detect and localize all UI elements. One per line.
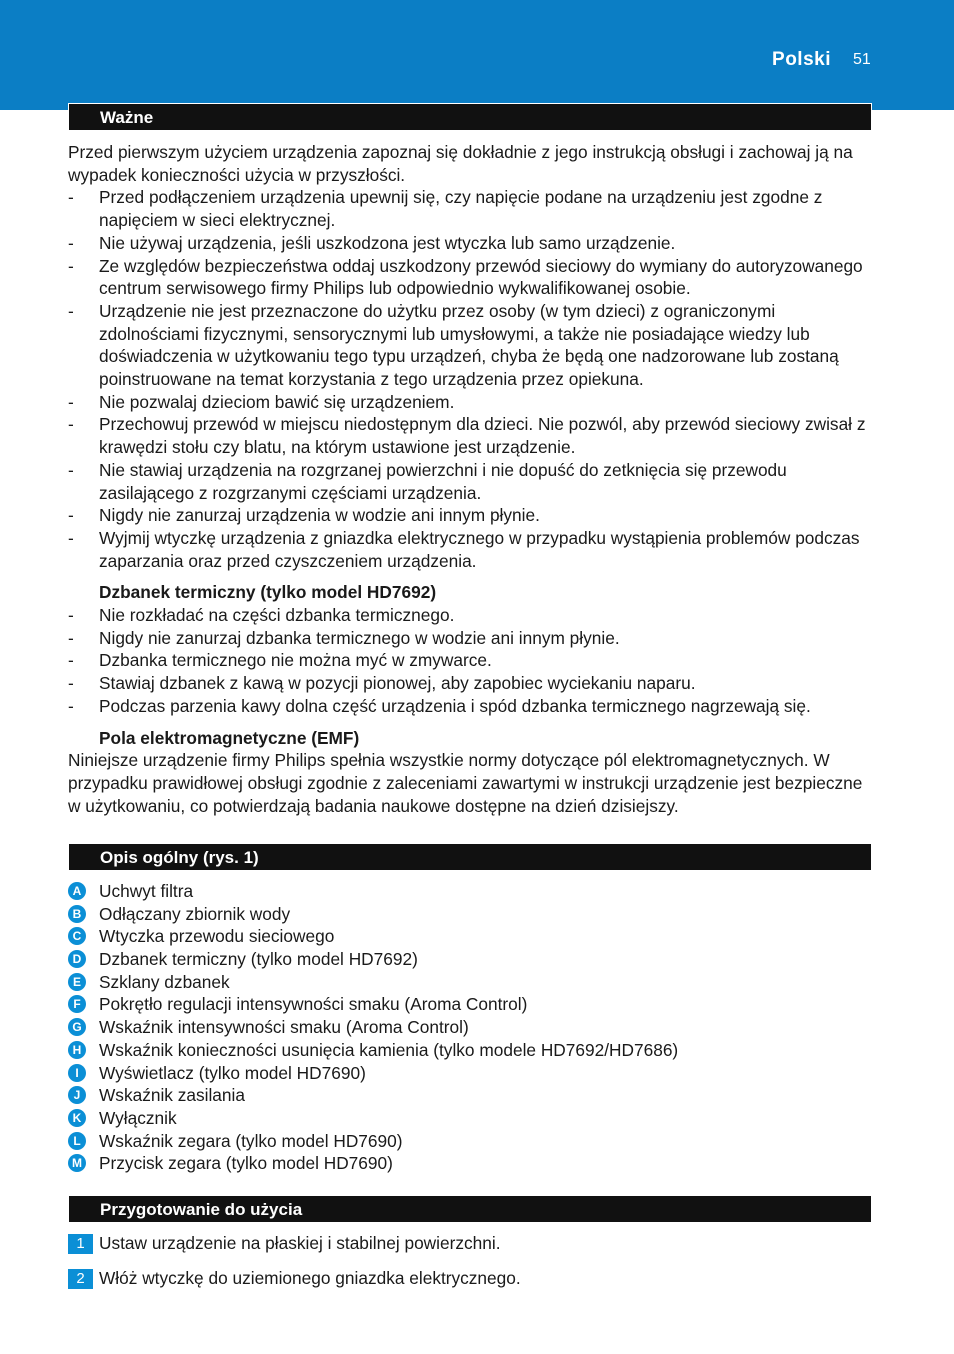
part-item — [68, 971, 874, 994]
list-item: - Przechowuj przewód w miejscu niedostępnym dla dzieci. Nie pozwól, aby przewód sieciowy zwisał z krawędzi stołu czy blatu, na którym ustawione jest urządzenie. — [68, 413, 874, 458]
part-label: Przycisk zegara (tylko model HD7690) — [99, 1153, 393, 1174]
part-item — [68, 1107, 874, 1130]
part-label: Dzbanek termiczny (tylko model HD7692) — [99, 949, 418, 970]
letter-a-badge: A — [68, 882, 86, 900]
letter-k-badge: K — [68, 1109, 86, 1127]
part-label: Wskaźnik zegara (tylko model HD7690) — [99, 1130, 403, 1151]
overview-content — [68, 880, 874, 1175]
list-item: - Nigdy nie zanurzaj urządzenia w wodzie ani innym płynie. — [68, 504, 874, 527]
step-text: Włóż wtyczkę do uziemionego gniazdka elektrycznego. — [99, 1268, 521, 1288]
section-header-overview — [68, 843, 872, 871]
part-item — [68, 903, 874, 926]
letter-d-badge: D — [68, 950, 86, 968]
important-content — [68, 141, 874, 817]
part-label: Wyświetlacz (tylko model HD7690) — [99, 1062, 366, 1083]
part-item — [68, 993, 874, 1016]
list-item: - Nie używaj urządzenia, jeśli uszkodzona jest wtyczka lub samo urządzenie. — [68, 232, 874, 255]
list-item: - Przed podłączeniem urządzenia upewnij się, czy napięcie podane na urządzeniu jest zgodne z napięciem w sieci elektrycznej. — [68, 186, 874, 231]
section-title: Przygotowanie do użycia — [100, 1200, 303, 1219]
letter-i-badge: I — [68, 1064, 86, 1082]
list-item: - Wyjmij wtyczkę urządzenia z gniazdka elektrycznego w przypadku wystąpienia problemów podczas zaparzania oraz przed czyszczeniem urządzenia. — [68, 527, 874, 572]
list-item: - Nie pozwalaj dzieciom bawić się urządzeniem. — [68, 391, 874, 414]
part-label: Wtyczka przewodu sieciowego — [99, 926, 335, 947]
letter-m-badge: M — [68, 1154, 86, 1172]
part-item — [68, 1130, 874, 1153]
emf-heading: Pola elektromagnetyczne (EMF) — [99, 727, 360, 748]
list-item: - Nigdy nie zanurzaj dzbanka termicznego w wodzie ani innym płynie. — [68, 627, 874, 650]
part-label: Wskaźnik konieczności usunięcia kamienia (tylko modele HD7692/HD7686) — [99, 1039, 679, 1060]
part-item — [68, 1016, 874, 1039]
section-header-preparation — [68, 1195, 872, 1223]
step-number: 2 — [68, 1269, 93, 1289]
list-item: - Podczas parzenia kawy dolna część urządzenia i spód dzbanka termicznego nagrzewają się. — [68, 695, 874, 718]
emf-paragraph: Niniejsze urządzenie firmy Philips spełnia wszystkie normy dotyczące pól elektromagnetycznych. W przypadku prawidłowej obsługi zgodnie z zaleceniami zawartymi w instrukcji urządzenie jest bezpieczne w użytkowaniu, co potwierdzają badania naukowe dostępne na dzień dzisiejszy. — [68, 750, 863, 816]
page-number: 51 — [853, 51, 871, 68]
part-item — [68, 1152, 874, 1175]
part-item — [68, 880, 874, 903]
part-label: Pokrętło regulacji intensywności smaku (Aroma Control) — [99, 994, 528, 1015]
letter-h-badge: H — [68, 1041, 86, 1059]
letter-f-badge: F — [68, 995, 86, 1013]
header-bar — [0, 0, 954, 110]
intro-paragraph: Przed pierwszym użyciem urządzenia zapoznaj się dokładnie z jego instrukcją obsługi i zachowaj ją na wypadek konieczności użycia w przyszłości. — [68, 142, 853, 185]
section-title: Ważne — [100, 108, 154, 127]
list-item: - Dzbanka termicznego nie można myć w zmywarce. — [68, 649, 874, 672]
section-header-important — [68, 103, 872, 131]
part-label: Wyłącznik — [99, 1107, 177, 1128]
thermal-jug-heading: Dzbanek termiczny (tylko model HD7692) — [99, 582, 437, 603]
part-item — [68, 925, 874, 948]
part-label: Szklany dzbanek — [99, 971, 230, 992]
language-label: Polski — [772, 49, 831, 70]
part-item — [68, 1084, 874, 1107]
list-item: - Urządzenie nie jest przeznaczone do użytku przez osoby (w tym dzieci) z ograniczonymi zdolnościami fizycznymi, sensorycznymi lub umysłowymi, a także nie posiadające wiedzy lub doświadczenia w użytkowaniu tego typu urządzeń, chyba że będą one nadzorowane lub zostaną poinstruowane na temat korzystania z tego urządzenia przez opiekuna. — [68, 300, 874, 391]
letter-e-badge: E — [68, 973, 86, 991]
list-item: - Stawiaj dzbanek z kawą w pozycji pionowej, aby zapobiec wyciekaniu naparu. — [68, 672, 874, 695]
parts-list — [68, 880, 874, 1175]
letter-g-badge: G — [68, 1018, 86, 1036]
part-label: Odłączany zbiornik wody — [99, 903, 291, 924]
step-number: 1 — [68, 1234, 93, 1254]
section-title: Opis ogólny (rys. 1) — [100, 848, 259, 867]
step-text: Ustaw urządzenie na płaskiej i stabilnej powierzchni. — [99, 1233, 501, 1253]
thermal-jug-list — [68, 604, 874, 718]
part-label: Wskaźnik zasilania — [99, 1085, 245, 1106]
letter-c-badge: C — [68, 927, 86, 945]
list-item: - Nie rozkładać na części dzbanka termicznego. — [68, 604, 874, 627]
list-item: - Ze względów bezpieczeństwa oddaj uszkodzony przewód sieciowy do wymiany do autoryzowanego centrum serwisowego firmy Philips lub odpowiednio wykwalifikowanej osobie. — [68, 255, 874, 300]
letter-l-badge: L — [68, 1132, 86, 1150]
part-item — [68, 1039, 874, 1062]
part-label: Wskaźnik intensywności smaku (Aroma Control) — [99, 1017, 469, 1038]
part-item — [68, 1062, 874, 1085]
part-item — [68, 948, 874, 971]
part-label: Uchwyt filtra — [99, 881, 194, 901]
letter-j-badge: J — [68, 1086, 86, 1104]
list-item: - Nie stawiaj urządzenia na rozgrzanej powierzchni i nie dopuść do zetknięcia się przewodu zasilającego z rozgrzanymi częściami urządzenia. — [68, 459, 874, 504]
warning-list — [68, 186, 874, 572]
letter-b-badge: B — [68, 905, 86, 923]
